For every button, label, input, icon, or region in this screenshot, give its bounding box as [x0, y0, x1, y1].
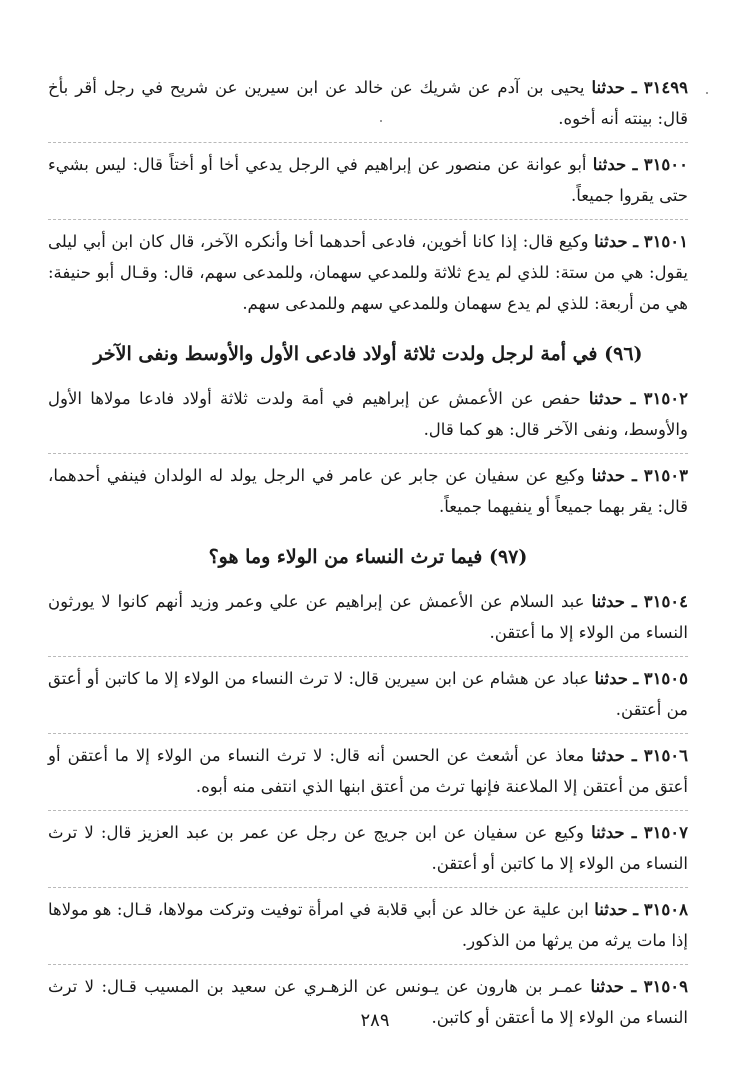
- entry-number: ٣١٥٠١: [643, 232, 689, 251]
- entry-text: وكيع عن سفيان عن ابن جريج عن رجل عن عمر بن عبد العزيز قال: لا ترث النساء من الولاء إلا ما كاتبن أو أعتقن.: [48, 823, 688, 873]
- entry-dash: ـ: [631, 78, 637, 97]
- entry-number: ٣١٥٠٧: [643, 823, 689, 842]
- entry-dash: ـ: [633, 900, 639, 919]
- chapter-heading-97: (٩٧) فيما ترث النساء من الولاء وما هو؟: [208, 546, 528, 568]
- entry-number: ٣١٥٠٨: [643, 900, 688, 919]
- entry-dash: ـ: [633, 232, 639, 251]
- entry-divider: [48, 453, 688, 454]
- entry-number: ٣١٥٠٩: [643, 977, 688, 996]
- entry-number: ٣١٥٠٦: [643, 746, 689, 765]
- entry-text: ابن علية عن خالد عن أبي قلابة في امرأة توفيت وتركت مولاها، قـال: هو مولاها إذا مات يرثه من يرثها من الذكور.: [48, 900, 688, 950]
- entry-text: أبو عوانة عن منصور عن إبراهيم في الرجل يدعي أخا أو أختاً قال: ليس بشيء حتى يقروا جميعاً.: [48, 155, 688, 205]
- entry-text: عباد عن هشام عن ابن سيرين قال: لا ترث النساء من الولاء إلا ما كاتبن أو أعتق من أعتقن.: [48, 669, 688, 719]
- entry-31500: [48, 149, 688, 211]
- entry-31508: [48, 894, 688, 956]
- entry-dash: ـ: [631, 823, 637, 842]
- entry-number: ٣١٥٠٤: [643, 592, 689, 611]
- entry-31503: [48, 460, 688, 522]
- entry-number: ٣١٥٠٥: [643, 669, 689, 688]
- entry-number: ٣١٥٠٢: [643, 389, 688, 408]
- entry-number: ٣١٥٠٣: [643, 466, 689, 485]
- entry-31501: [48, 226, 688, 319]
- entry-divider: [48, 887, 688, 888]
- entry-dash: ـ: [633, 669, 639, 688]
- entry-head: حدثنا: [588, 389, 623, 408]
- entry-31505: [48, 663, 688, 725]
- entry-head: حدثنا: [591, 592, 625, 611]
- entry-divider: [48, 219, 688, 220]
- entry-dash: ـ: [632, 155, 638, 174]
- entry-dash: ـ: [630, 389, 636, 408]
- entry-31506: [48, 740, 688, 802]
- entry-head: حدثنا: [591, 78, 625, 97]
- entry-text: وكيع عن سفيان عن جابر عن عامر في الرجل يولد له الولدان فينفي أحدهما، قال: يقر بهما جميعاً أو ينفيهما جميعاً.: [48, 466, 688, 516]
- entry-head: حدثنا: [592, 155, 627, 174]
- entry-text: يحيى بن آدم عن شريك عن خالد عن ابن سيرين عن شريح في رجل أقر بأخ قال: بينته أنه أخوه.: [48, 78, 688, 128]
- page-number: ٢٨٩: [360, 1010, 390, 1031]
- entry-dash: ـ: [631, 466, 637, 485]
- document-page: [48, 72, 688, 1041]
- entry-head: حدثنا: [594, 232, 628, 251]
- entry-head: حدثنا: [594, 900, 628, 919]
- entry-dash: ـ: [631, 592, 637, 611]
- scan-speck: [380, 120, 382, 122]
- scan-speck: [706, 92, 708, 94]
- entry-head: حدثنا: [590, 977, 625, 996]
- entry-number: ٣١٤٩٩: [643, 78, 688, 97]
- entry-31499: [48, 72, 688, 134]
- entry-number: ٣١٥٠٠: [643, 155, 689, 174]
- entry-divider: [48, 733, 688, 734]
- entry-head: حدثنا: [591, 823, 625, 842]
- entry-divider: [48, 964, 688, 965]
- entry-dash: ـ: [631, 746, 637, 765]
- entry-31502: [48, 383, 688, 445]
- entry-divider: [48, 142, 688, 143]
- entry-text: حفص عن الأعمش عن إبراهيم في أمة ولدت ثلاثة أولاد فادعا مولاها الأول والأوسط، ونفى الآخر قال: هو كما قال.: [48, 389, 688, 439]
- entry-text: عمـر بن هارون عن يـونس عن الزهـري عن سعيد بن المسيب قـال: لا ترث النساء من الولاء إلا ما أعتقن أو كاتبن.: [48, 977, 688, 1027]
- entry-divider: [48, 656, 688, 657]
- chapter-heading-96: (٩٦) في أمة لرجل ولدت ثلاثة أولاد فادعى الأول والأوسط ونفى الآخر: [93, 343, 643, 365]
- entry-31504: [48, 586, 688, 648]
- entry-head: حدثنا: [591, 466, 626, 485]
- entry-dash: ـ: [631, 977, 637, 996]
- entry-text: وكيع قال: إذا كانا أخوين، فادعى أحدهما أخا وأنكره الآخر، قال كان ابن أبي ليلى يقول: هي من ستة: للذي لم يدع ثلاثة وللمدعي سهمان، وللمدعى سهم، قال: وقـال أبو حنيفة: هي من أربعة: للذي لم يدع سهمان وللمدعي سهم وللمدعى سهم.: [48, 232, 688, 313]
- entry-head: حدثنا: [594, 669, 628, 688]
- entry-text: معاذ عن أشعث عن الحسن أنه قال: لا ترث النساء من الولاء إلا ما أعتقن أو أعتق من أعتقن إلا الملاعنة فإنها ترث من أعتق ابنها الذي انتفى منه أبوه.: [48, 746, 688, 796]
- entry-text: عبد السلام عن الأعمش عن إبراهيم عن علي وعمر وزيد أنهم كانوا لا يورثون النساء من الولاء إلا ما أعتقن.: [48, 592, 688, 642]
- entry-head: حدثنا: [591, 746, 625, 765]
- entry-divider: [48, 810, 688, 811]
- entry-31507: [48, 817, 688, 879]
